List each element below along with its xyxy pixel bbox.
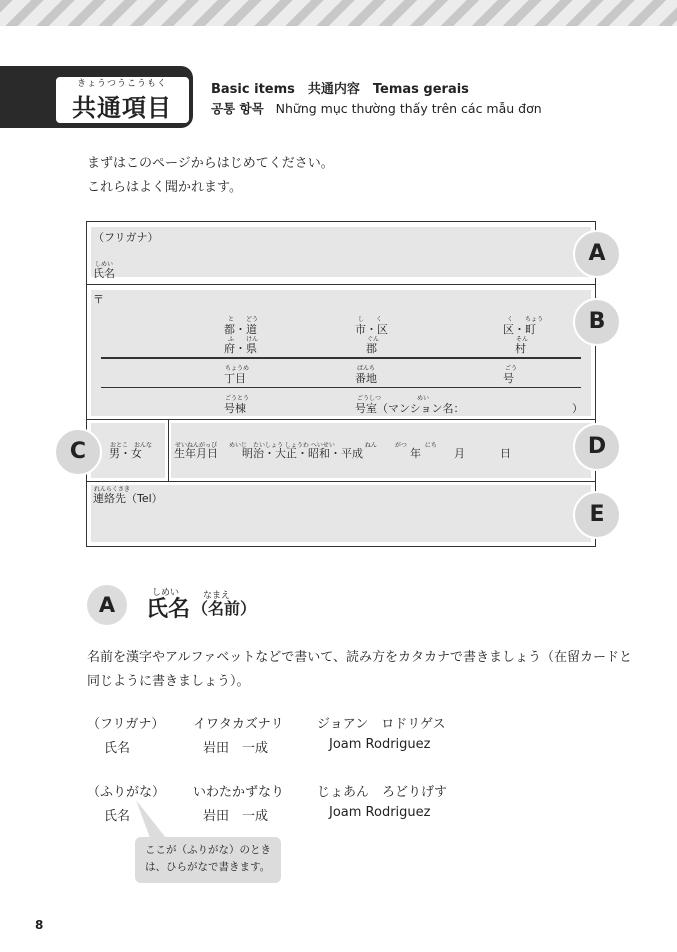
example-2-kana-1: いわたかずなり (193, 785, 285, 800)
marker-b: B (573, 298, 621, 346)
header-subtitle-2 (211, 99, 542, 117)
month-label: 月 (454, 447, 465, 460)
addr-prefecture-2: 府・県 (224, 342, 257, 355)
addr-ruby: ふ けん (228, 336, 259, 343)
page-number: 8 (35, 918, 44, 932)
addr-ruby: そん (516, 336, 529, 343)
section-a-subtitle: （名前） (192, 599, 257, 618)
note-bubble-pointer (128, 798, 168, 842)
addr-room-close: ） (572, 402, 583, 415)
marker-d: D (573, 423, 621, 471)
section-title-ruby: きょうつうこうもく (76, 79, 167, 89)
era-options: 明治・大正・昭和・平成 (242, 447, 363, 460)
section-a-subtitle-ruby: なまえ (203, 591, 231, 601)
dob-label: 生年月日 (174, 447, 218, 460)
addr-banchi: 番地 (355, 372, 377, 385)
name-field-panel (91, 227, 591, 277)
section-a-body-line-2: 同じように書きましょう）。 (87, 674, 250, 689)
section-a-marker: A (87, 585, 127, 625)
contact-ruby: れんらくさき (94, 486, 131, 493)
header-subtitle-1: Basic items 共通内容 Temas gerais (211, 82, 469, 97)
divider (168, 419, 169, 481)
postal-mark: 〒 (93, 293, 104, 306)
example-2-latin-2: Joam Rodriguez (329, 805, 431, 820)
addr-district: 郡 (366, 342, 377, 355)
header-subtitle-vietnamese: Những mục thường thấy trên các mẫu đơn (275, 101, 542, 116)
intro-line-1: まずはこのページからはじめてください。 (87, 156, 334, 171)
addr-village: 村 (515, 342, 526, 355)
divider (101, 357, 581, 359)
example-2-kana-2: じょあん ろどりげす (317, 785, 448, 800)
intro-line-2: これらはよく聞かれます。 (87, 180, 242, 195)
example-1-name-label: 氏名 (104, 741, 131, 756)
example-1-kana-1: イワタカズナリ (193, 717, 284, 732)
marker-c: C (54, 428, 102, 476)
divider (101, 387, 581, 388)
furigana-label: （フリガナ） (93, 231, 159, 244)
example-1-furigana-label: （フリガナ） (87, 717, 165, 732)
example-1-kanji-1: 岩田 一成 (203, 741, 269, 756)
day-label: 日 (500, 447, 511, 460)
example-1-latin-2: Joam Rodriguez (329, 737, 431, 752)
section-a-body-line-1: 名前を漢字やアルファベットなどで書いて、読み方をカタカナで書きましょう（在留カードと (87, 650, 632, 665)
addr-ruby: ちょうめ (225, 365, 250, 372)
addr-ruby: ぐん (367, 336, 380, 343)
sex-label: 男・女 (109, 447, 142, 460)
contact-field-panel (91, 485, 591, 542)
marker-a: A (573, 230, 621, 278)
divider (86, 419, 596, 420)
note-line-1: ここが（ふりがな）のとき (145, 844, 271, 856)
name-ruby: しめい (95, 261, 114, 268)
example-2-kanji-1: 岩田 一成 (203, 809, 269, 824)
addr-ruby: し く (358, 316, 383, 323)
addr-room: 号室（マンション名： (355, 402, 465, 415)
addr-chome: 丁目 (224, 372, 246, 385)
divider (86, 284, 596, 285)
addr-ruby: ばんち (357, 365, 376, 372)
dob-ruby: せいねんがっぴ めいじ たいしょう しょうわ へいせい ねん がつ にち (175, 442, 437, 449)
addr-ruby: ごう (505, 365, 518, 372)
name-label: 氏名 (93, 267, 115, 280)
header-subtitle-korean: 공통 항목 (211, 101, 264, 116)
section-a-title: 氏名 (146, 597, 191, 622)
example-2-name-label: 氏名 (104, 809, 131, 824)
section-a-title-ruby: しめい (152, 588, 180, 598)
addr-ruby: ごうとう (225, 395, 250, 402)
note-bubble (135, 837, 281, 883)
addr-go: 号 (503, 372, 514, 385)
sex-ruby: おとこ おんな (110, 442, 153, 449)
section-title: 共通項目 (72, 94, 172, 122)
addr-prefecture-1: 都・道 (224, 323, 257, 336)
addr-ruby: と どう (228, 316, 259, 323)
contact-label: 連絡先（Tel） (93, 492, 163, 505)
addr-city: 市・区 (355, 323, 388, 336)
dob-field-panel (171, 423, 591, 478)
addr-building: 号棟 (224, 402, 246, 415)
example-2-furigana-label: （ふりがな） (87, 785, 166, 800)
marker-e: E (573, 491, 621, 539)
example-1-kana-2: ジョアン ロドリゲス (317, 717, 446, 732)
addr-ruby: く ちょう (507, 316, 544, 323)
divider (86, 481, 596, 482)
year-label: 年 (410, 447, 421, 460)
addr-ruby: ごうしつ めい (357, 395, 430, 402)
decorative-stripe-band (0, 0, 677, 26)
addr-ward: 区・町 (503, 323, 536, 336)
note-line-2: は、ひらがなで書きます。 (145, 861, 271, 873)
